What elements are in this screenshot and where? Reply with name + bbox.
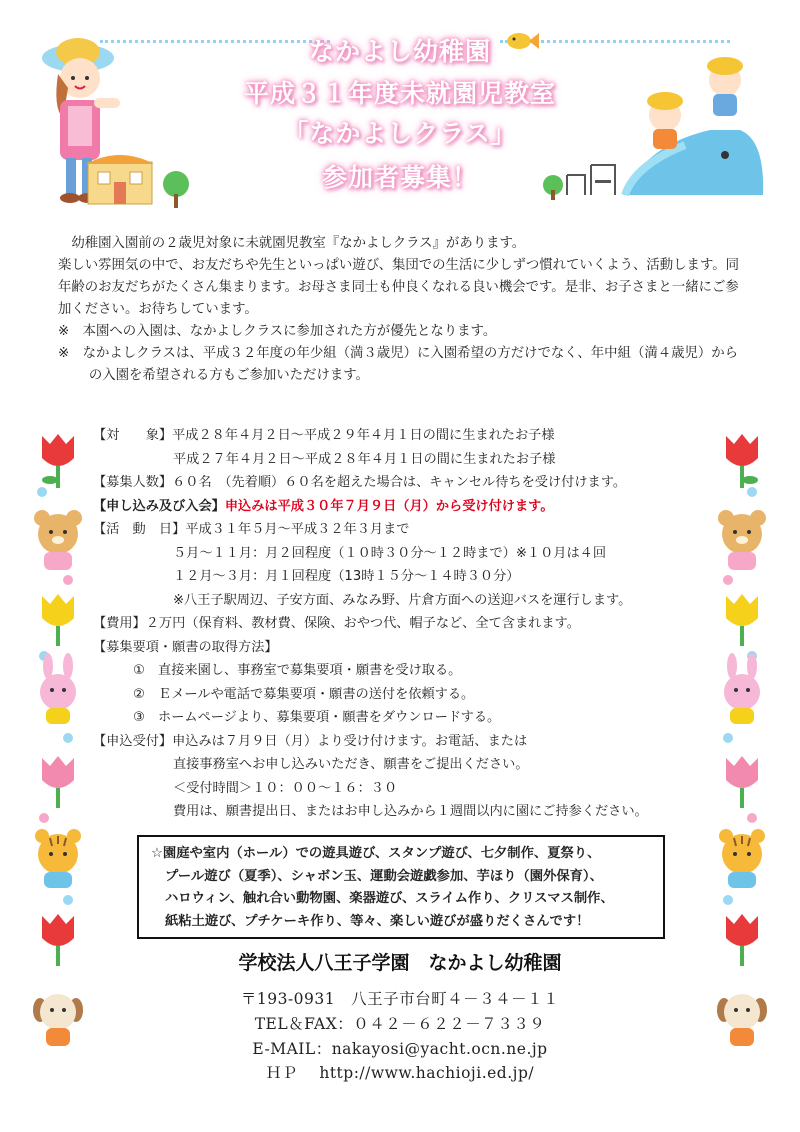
reception-line-4: 費用は、願書提出日、またはお申し込みから１週間以内に園にご持参ください。 xyxy=(173,804,648,819)
postal-address: 〒193-0931 八王子市台町４－３４－１１ xyxy=(240,990,560,1008)
howto-row xyxy=(93,636,713,660)
capacity-row xyxy=(93,471,713,495)
reception-label: 【申込受付】 xyxy=(93,733,173,749)
tulip-icon xyxy=(42,434,74,488)
target-row xyxy=(93,424,713,448)
intro-section xyxy=(58,233,748,387)
email-address: E-MAIL：nakayosi@yacht.ocn.ne.jp xyxy=(252,1040,548,1058)
fee-row xyxy=(93,612,713,636)
target-line-1: 平成２８年４月２日～平成２９年４月１日の間に生まれたお子様 xyxy=(172,428,555,443)
fee-label: 【費用】 xyxy=(93,616,146,631)
bear-icon xyxy=(718,510,766,570)
intro-note-2: ※ なかよしクラスは、平成３２年度の年少組（満３歳児）に入園希望の方だけでなく、年中組（満４歳児）からの入園を希望される方もご参加いただけます。 xyxy=(58,346,739,383)
reception-row-2 xyxy=(93,753,713,777)
howto-item-text: ① 直接来園し、事務室で募集要項・願書を受け取る。 xyxy=(133,663,462,678)
intro-note-1: ※ 本園への入園は、なかよしクラスに参加された方が優先となります。 xyxy=(58,324,497,339)
howto-item-1 xyxy=(93,659,713,683)
kindergarten-name-title: なかよし幼稚園 xyxy=(308,37,491,66)
activity-line-3: １２月～３月：月１回程度（13時１５分～１４時３０分） xyxy=(173,569,520,584)
reception-row-4 xyxy=(93,800,713,824)
tel-fax: TEL＆FAX：０４２－６２２－７３３９ xyxy=(254,1015,546,1033)
tiger-icon xyxy=(719,829,765,888)
intro-paragraph-1: 幼稚園入園前の２歳児対象に未就園児教室『なかよしクラス』があります。 xyxy=(71,236,526,251)
activity-line-1: 平成３１年５月～平成３２年３月まで xyxy=(185,522,410,537)
tiger-icon xyxy=(35,829,81,888)
organization-name: 学校法人八王子学園 なかよし幼稚園 xyxy=(238,952,562,974)
bear-icon xyxy=(34,510,82,570)
howto-item-text: ③ ホームページより、募集要項・願書をダウンロードする。 xyxy=(133,710,501,725)
activities-line-4: 紙粘土遊び、プチケーキ作り、等々、楽しい遊びが盛りだくさんです！ xyxy=(165,913,590,929)
tulip-icon xyxy=(726,434,758,488)
reception-row xyxy=(93,730,713,754)
target-line-2: 平成２７年４月２日～平成２８年４月１日の間に生まれたお子様 xyxy=(173,451,556,467)
activity-row-2 xyxy=(93,542,713,566)
tulip-icon xyxy=(726,594,758,646)
homepage-url: ＨＰ http://www.hachioji.ed.jp/ xyxy=(265,1064,535,1082)
activity-label: 【活 動 日】 xyxy=(93,522,186,537)
rabbit-icon xyxy=(40,653,76,724)
reception-line-3: ＜受付時間＞１０：００～１６：３０ xyxy=(173,780,398,796)
reception-line-1: 申込みは７月９日（月）より受け付けます。お電話、または xyxy=(172,733,528,749)
activity-line-2: ５月～１１月：月２回程度（１０時３０分～１２時まで）※１０月は４回 xyxy=(173,545,607,561)
activity-line-4: ※八王子駅周辺、子安方面、みなみ野、片倉方面への送迎バスを運行します。 xyxy=(173,592,632,608)
howto-item-3 xyxy=(93,706,713,730)
rabbit-icon xyxy=(724,653,760,724)
target-row-2 xyxy=(93,448,713,472)
recruitment-title: 参加者募集！ xyxy=(321,163,478,192)
howto-item-text: ② Ｅメールや電話で募集要項・願書の送付を依頼する。 xyxy=(133,686,475,702)
apply-row xyxy=(93,495,713,519)
reception-row-3 xyxy=(93,777,713,801)
activities-line-2: プール遊び（夏季）、シャボン玉、運動会遊戯参加、芋ほり（園外保育）、 xyxy=(165,868,603,884)
class-name-title: 「なかよしクラス」 xyxy=(283,119,517,148)
tulip-icon xyxy=(42,756,74,808)
apply-text: 申込みは平成３０年７月９日（月）から受け付けます。 xyxy=(224,498,554,514)
intro-paragraph-2: 楽しい雰囲気の中で、お友だちや先生といっぱい遊び、集団での生活に少しずつ慣れていくよう、活動します。同年齢のお友だちがたくさん集まります。お母さま同士も仲良くなれる良い機会です。是非、お子さまと一緒にご参加ください。お待ちしています。 xyxy=(58,258,740,317)
activities-line-3: ハロウィン、触れ合い動物園、楽器遊び、スライム作り、クリスマス制作、 xyxy=(165,891,614,906)
reception-line-2: 直接事務室へお申し込みいただき、願書をご提出ください。 xyxy=(173,757,529,772)
capacity-text: ６０名 （先着順）６０名を超えた場合は、キャンセル待ちを受け付けます。 xyxy=(172,475,627,490)
class-year-title: 平成３１年度未就園児教室 xyxy=(243,79,556,108)
apply-label: 【申し込み及び入会】 xyxy=(93,498,225,514)
target-label: 【対 象】 xyxy=(93,428,173,443)
tulip-icon xyxy=(726,756,758,808)
capacity-label: 【募集人数】 xyxy=(93,475,173,490)
activity-row xyxy=(93,518,713,542)
tulip-icon xyxy=(42,594,74,646)
activity-row-4 xyxy=(93,589,713,613)
details-section xyxy=(93,424,713,824)
howto-label: 【募集要項・願書の取得方法】 xyxy=(93,639,278,655)
fee-text: ２万円（保育料、教材費、保険、おやつ代、帽子など、全て含まれます。 xyxy=(145,616,580,631)
activities-box xyxy=(137,835,665,939)
howto-item-2 xyxy=(93,683,713,707)
activities-line-1: ☆園庭や室内（ホール）での遊具遊び、スタンプ遊び、七夕制作、夏祭り、 xyxy=(151,846,601,861)
activity-row-3 xyxy=(93,565,713,589)
